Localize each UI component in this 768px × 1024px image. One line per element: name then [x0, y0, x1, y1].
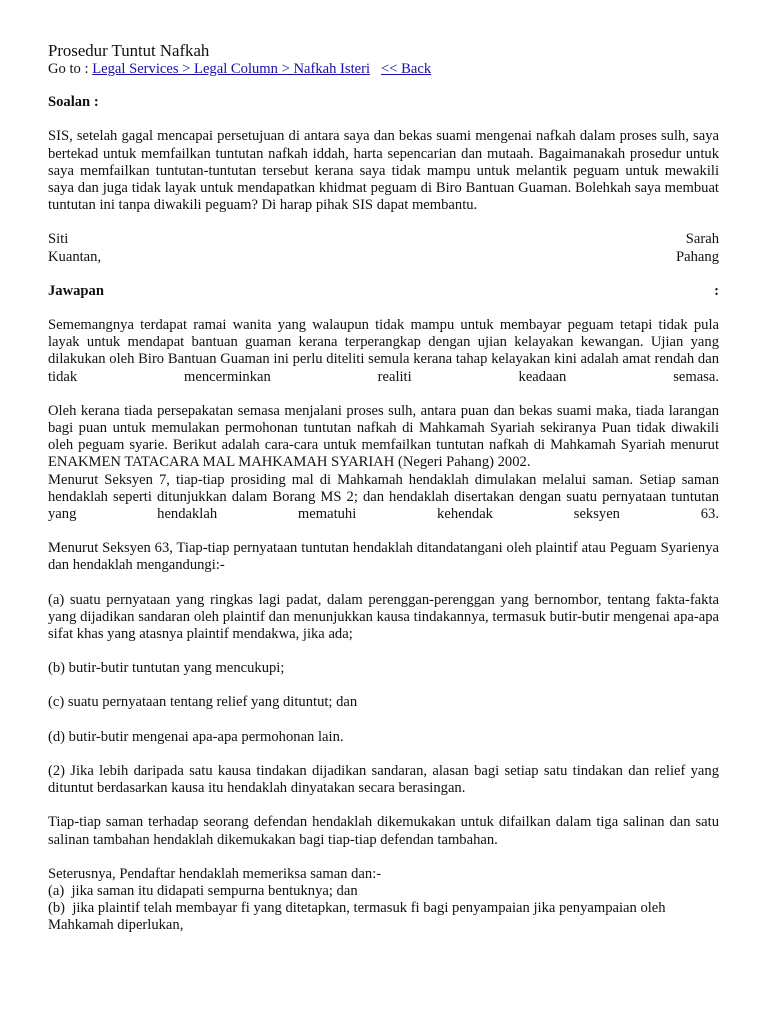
list-item-a: (a) suatu pernyataan yang ringkas lagi padat, dalam perenggan-perenggan yang bernombor, tentang fakta-fakta yang dijadikan sandaran oleh plaintif dan menunjukkan kausa tindakannya, termasuk butir-butir mengenai apa-apa sifat khas yang atasnya plaintif mendakwa, jika ada; [48, 591, 719, 643]
list-item-2: (2) Jika lebih daripada satu kausa tindakan dijadikan sandaran, alasan bagi setiap satu tindakan dan relief yang dituntut berdasarkan kausa itu hendaklah dinyatakan secara berasingan. [48, 762, 719, 797]
list-item-c: (c) suatu pernyataan tentang relief yang dituntut; dan [48, 694, 358, 711]
paragraph-6-intro: Seterusnya, Pendaftar hendaklah memeriksa saman dan:- [48, 865, 382, 882]
signature-first-name: Siti [48, 231, 69, 248]
signature-last-name: Sarah [685, 231, 719, 248]
signature-city: Kuantan, [48, 248, 102, 265]
answer-paragraph-2: Oleh kerana tiada persepakatan semasa menjalani proses sulh, antara puan dan bekas suami maka, tiada larangan bagi puan untuk memulakan permohonan tuntutan nafkah di Mahkamah Syariah sekiranya Puan tidak diwakili oleh peguam syarie. Berikut adalah cara-cara untuk memfailkan tuntutan nafkah di Mahkamah Syariah menurut ENAKMEN TATACARA MAL MAHKAMAH SYARIAH (Negeri Pahang) 2002. [48, 402, 719, 471]
signature-block [48, 231, 719, 265]
list-item-d: (d) butir-butir mengenai apa-apa permohonan lain. [48, 728, 344, 745]
answer-heading-label: Jawapan [48, 282, 104, 299]
breadcrumb-link[interactable]: Legal Services > Legal Column > Nafkah Isteri [92, 61, 371, 77]
answer-heading-colon: : [714, 282, 719, 299]
answer-paragraph-4: Menurut Seksyen 63, Tiap-tiap pernyataan tuntutan hendaklah ditandatangani oleh plaintif atau Peguam Syarienya dan hendaklah mengandungi:- [48, 540, 719, 574]
goto-label: Go to : [48, 61, 89, 77]
signature-name-row [48, 231, 719, 248]
answer-heading [48, 283, 719, 300]
back-link[interactable]: << Back [381, 61, 432, 77]
answer-paragraph-1: Sememangnya terdapat ramai wanita yang walaupun tidak mampu untuk membayar peguam tetapi tidak pula layak untuk mendapat bantuan guaman kerana terperangkap dengan ujian kelayakan kewangan. Ujian yang dilakukan oleh Biro Bantuan Guaman ini perlu diteliti semula kerana tahap kelayakan kini adalah amat rendah dan tidak mencerminkan realiti keadaan semasa. [48, 317, 719, 385]
answer-paragraph-6 [48, 866, 719, 935]
signature-place-row [48, 249, 719, 266]
answer-paragraph-5: Tiap-tiap saman terhadap seorang defendan hendaklah dikemukakan untuk difailkan dalam tiga salinan dan satu salinan tambahan hendaklah dikemukakan bagi tiap-tiap defendan tambahan. [48, 814, 719, 848]
question-heading: Soalan : [48, 94, 99, 111]
page-title: Prosedur Tuntut Nafkah [48, 41, 210, 60]
list-item-b: (b) butir-butir tuntutan yang mencukupi; [48, 660, 285, 677]
breadcrumb [48, 61, 719, 78]
signature-state: Pahang [676, 248, 719, 265]
paragraph-6-item-b: (b) jika plaintif telah membayar fi yang ditetapkan, termasuk fi bagi penyampaian jika penyampaian oleh Mahkamah diperlukan, [48, 900, 670, 934]
answer-paragraph-3: Menurut Seksyen 7, tiap-tiap prosiding mal di Mahkamah hendaklah dimulakan melalui saman. Setiap saman hendaklah seperti ditunjukkan dalam Borang MS 2; dan hendaklah disertakan dengan suatu pernyataan tuntutan yang hendaklah mematuhi kehendak seksyen 63. [48, 471, 719, 523]
question-body: SIS, setelah gagal mencapai persetujuan di antara saya dan bekas suami mengenai nafkah dalam proses sulh, saya bertekad untuk memfailkan tuntutan nafkah iddah, harta sepencarian dan mutaah. Bagaimanakah prosedur untuk saya memfailkan tuntutan-tuntutan tersebut kerana saya tidak mampu untuk melantik peguam untuk mewakili saya dan juga tidak layak untuk mendapatkan khidmat peguam di Biro Bantuan Guaman. Bolehkah saya membuat tuntutan ini tanpa diwakili peguam? Di harap pihak SIS dapat membantu. [48, 128, 719, 214]
paragraph-6-item-a: (a) jika saman itu didapati sempurna bentuknya; dan [48, 882, 358, 899]
